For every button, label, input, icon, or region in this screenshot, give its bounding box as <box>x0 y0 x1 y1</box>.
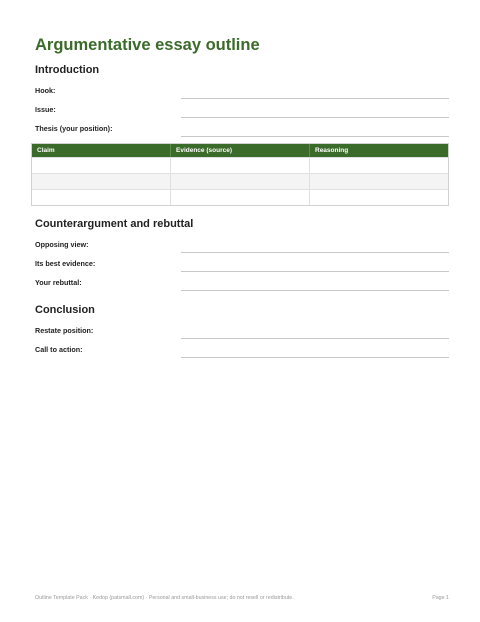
thesis-label: Thesis (your position): <box>35 124 113 133</box>
best-evidence-label: Its best evidence: <box>35 259 96 268</box>
thesis-field[interactable] <box>181 136 449 137</box>
issue-label: Issue: <box>35 105 56 114</box>
column-header-evidence: Evidence (source) <box>171 144 310 157</box>
table-cell[interactable] <box>310 190 448 205</box>
call-to-action-label: Call to action: <box>35 345 83 354</box>
table-cell[interactable] <box>32 190 171 205</box>
table-cell[interactable] <box>310 174 448 189</box>
rebuttal-field[interactable] <box>181 290 449 291</box>
table-cell[interactable] <box>32 158 171 173</box>
page-number: Page 1 <box>432 595 449 601</box>
table-row <box>32 189 448 205</box>
table-cell[interactable] <box>310 158 448 173</box>
hook-label: Hook: <box>35 86 56 95</box>
column-header-claim: Claim <box>32 144 171 157</box>
table-row <box>32 173 448 189</box>
issue-field[interactable] <box>181 117 449 118</box>
hook-field[interactable] <box>181 98 449 99</box>
table-header <box>32 144 448 157</box>
table-cell[interactable] <box>32 174 171 189</box>
opposing-view-label: Opposing view: <box>35 240 89 249</box>
evidence-table <box>31 143 449 206</box>
section-heading-introduction: Introduction <box>35 64 100 76</box>
footer-license-text: Outline Template Pack · Kedop (patsmall.com) · Personal and small-business use; do not resell or redistribute. <box>35 595 294 601</box>
page-title: Argumentative essay outline <box>35 36 260 54</box>
section-heading-conclusion: Conclusion <box>35 304 95 316</box>
table-row <box>32 157 448 173</box>
section-heading-counterargument: Counterargument and rebuttal <box>35 218 194 230</box>
restate-position-label: Restate position: <box>35 326 94 335</box>
best-evidence-field[interactable] <box>181 271 449 272</box>
rebuttal-label: Your rebuttal: <box>35 278 82 287</box>
restate-position-field[interactable] <box>181 338 449 339</box>
opposing-view-field[interactable] <box>181 252 449 253</box>
table-cell[interactable] <box>171 158 310 173</box>
column-header-reasoning: Reasoning <box>315 147 349 154</box>
table-cell[interactable] <box>171 174 310 189</box>
table-cell[interactable] <box>171 190 310 205</box>
call-to-action-field[interactable] <box>181 357 449 358</box>
